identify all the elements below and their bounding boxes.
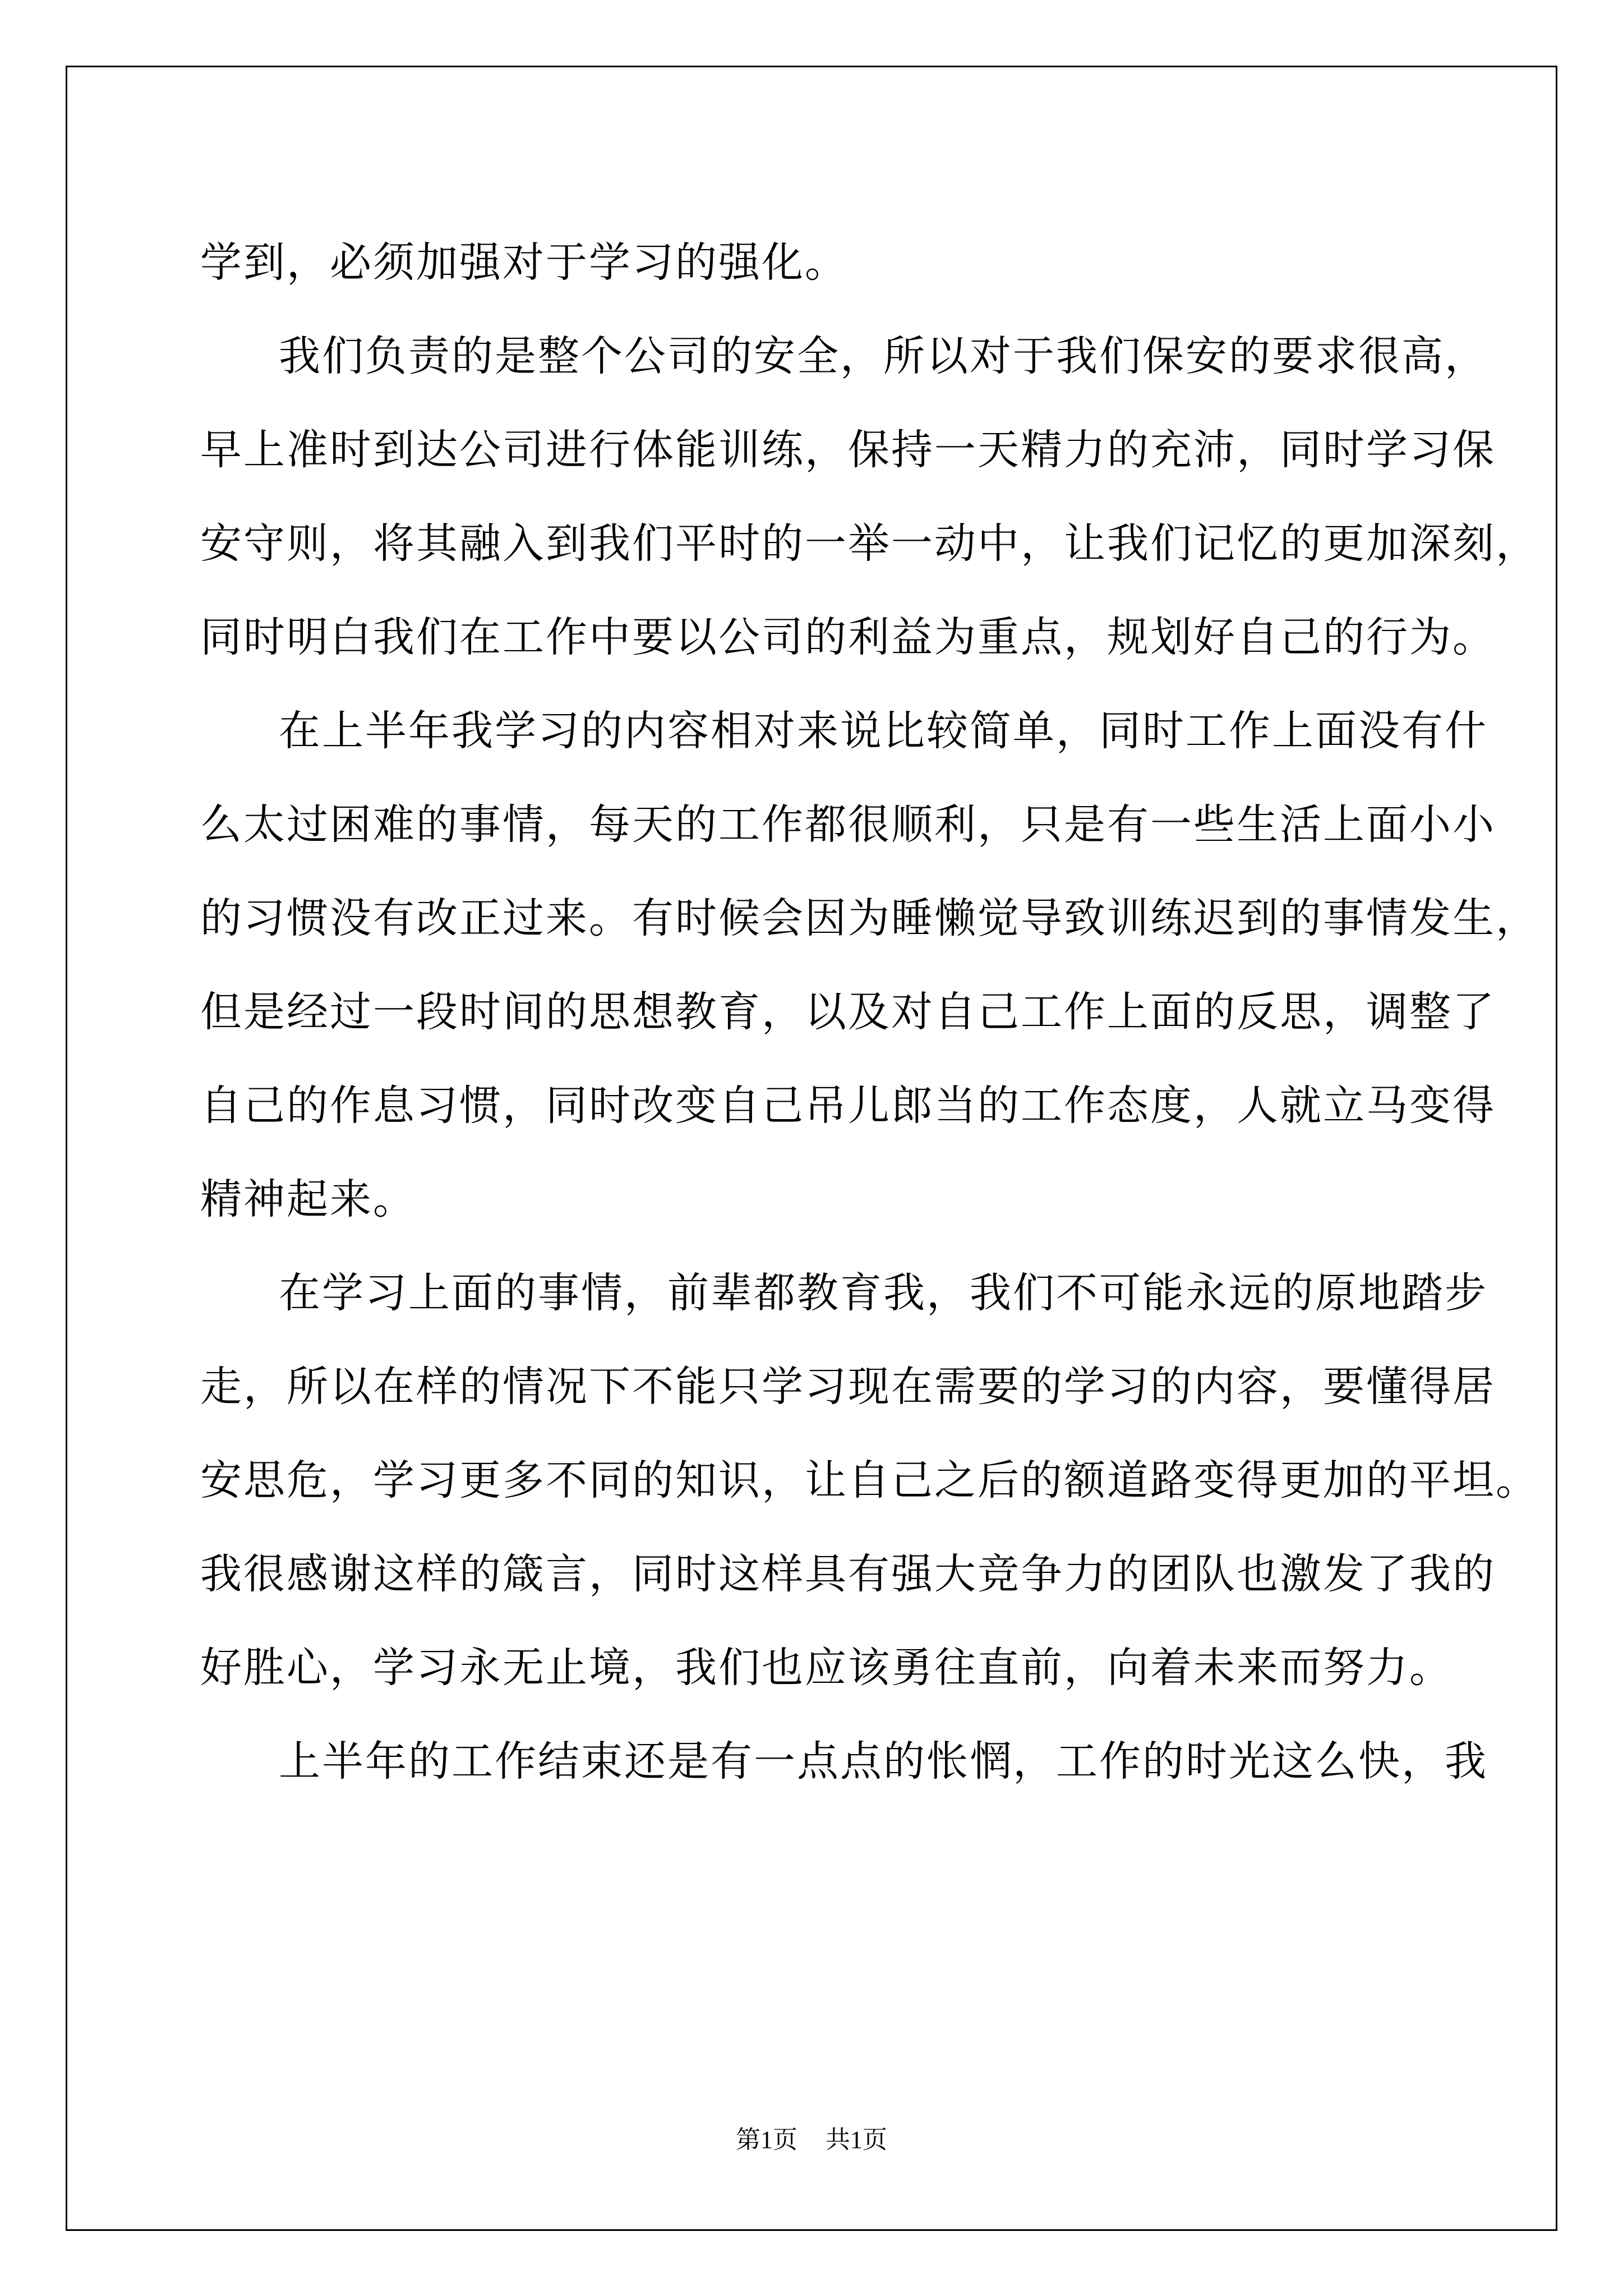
page-count: 共1页	[826, 2126, 887, 2154]
page-number: 第1页	[736, 2126, 797, 2154]
text-line: 同时明白我们在工作中要以公司的利益为重点，规划好自己的行为。	[200, 613, 1496, 661]
text-line: 安思危，学习更多不同的知识，让自己之后的额道路变得更加的平坦。	[200, 1456, 1539, 1504]
text-line: 好胜心，学习永无止境，我们也应该勇往直前，向着未来而努力。	[200, 1644, 1453, 1692]
text-line: 精神起来。	[200, 1175, 416, 1223]
text-line: 早上准时到达公司进行体能训练，保持一天精力的充沛，同时学习保	[200, 426, 1496, 474]
text-line: 的习惯没有改正过来。有时候会因为睡懒觉导致训练迟到的事情发生，	[200, 894, 1539, 942]
text-line: 走，所以在样的情况下不能只学习现在需要的学习的内容，要懂得居	[200, 1363, 1496, 1411]
text-line: 么太过困难的事情，每天的工作都很顺利，只是有一些生活上面小小	[200, 800, 1496, 849]
text-line: 学到，必须加强对于学习的强化。	[200, 238, 848, 287]
text-line: 上半年的工作结束还是有一点点的怅惘，工作的时光这么快，我	[279, 1737, 1488, 1786]
text-line: 在上半年我学习的内容相对来说比较简单，同时工作上面没有什	[279, 707, 1488, 755]
text-line: 但是经过一段时间的思想教育，以及对自己工作上面的反思，调整了	[200, 988, 1496, 1036]
text-line: 安守则，将其融入到我们平时的一举一动中，让我们记忆的更加深刻，	[200, 519, 1539, 568]
text-line: 我们负责的是整个公司的安全，所以对于我们保安的要求很高，	[279, 332, 1488, 380]
text-line: 我很感谢这样的箴言，同时这样具有强大竞争力的团队也激发了我的	[200, 1550, 1496, 1598]
text-line: 在学习上面的事情，前辈都教育我，我们不可能永远的原地踏步	[279, 1269, 1488, 1317]
page-footer	[0, 2123, 1623, 2157]
text-line: 自己的作息习惯，同时改变自己吊儿郎当的工作态度，人就立马变得	[200, 1082, 1496, 1130]
